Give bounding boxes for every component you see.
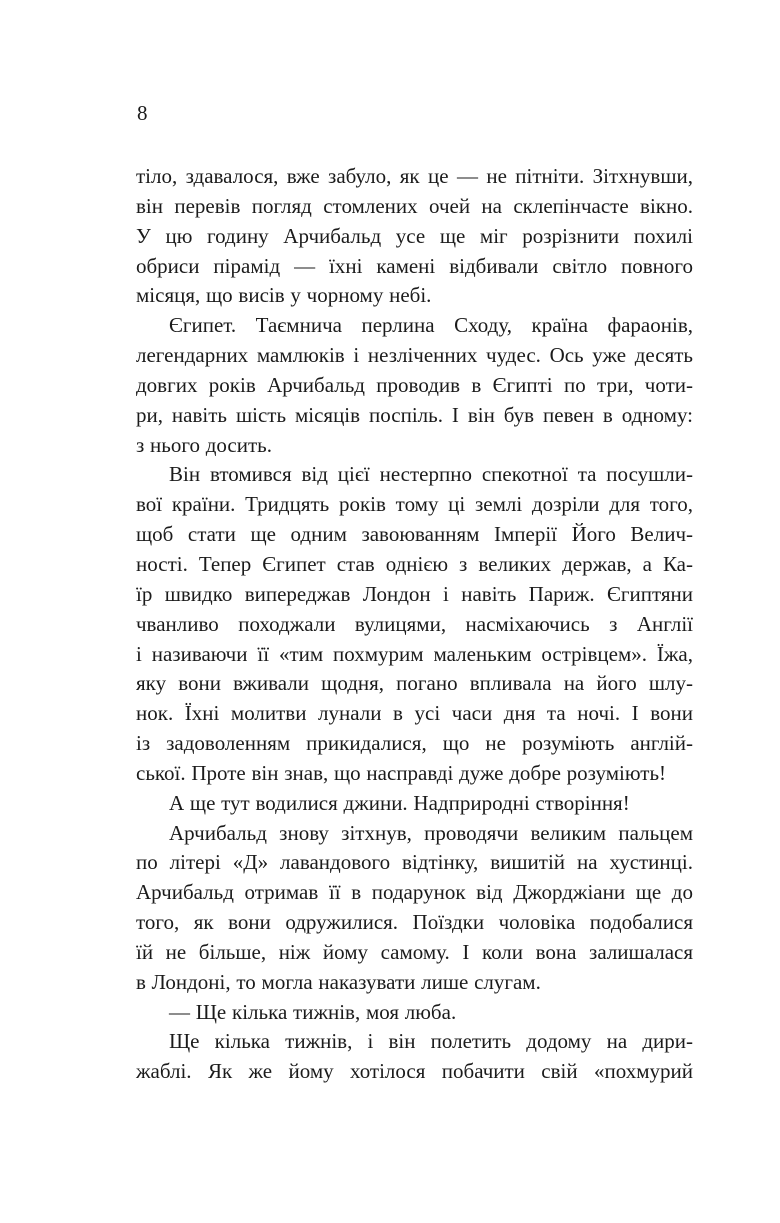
text-line: місяця, що висів у чорному небі.	[136, 283, 432, 308]
text-line: із задоволенням прикидалися, що не розуміють англій-	[136, 731, 693, 756]
text-block	[136, 162, 693, 1087]
text-line: і називаючи її «тим похмурим маленьким острівцем». Їжа,	[136, 641, 693, 666]
text-line: обриси пірамід — їхні камені відбивали світло повного	[136, 253, 693, 278]
text-line: Він втомився від цієї нестерпно спекотної та посушли-	[169, 462, 693, 487]
paragraph	[136, 998, 693, 1028]
text-line: по літері «Д» лавандового відтінку, вишитій на хустинці.	[136, 850, 693, 875]
text-line: — Ще кілька тижнів, моя люба.	[169, 999, 457, 1024]
text-line: ської. Проте він знав, що насправді дуже добре розуміють!	[136, 760, 667, 785]
paragraph	[136, 789, 693, 819]
text-line: щоб стати ще одним завоюванням Імперії Його Велич-	[136, 522, 693, 547]
text-line: ності. Тепер Єгипет став однією з великих держав, а Ка-	[136, 551, 693, 576]
text-line: У цю годину Арчибальд усе ще міг розрізнити похилі	[136, 223, 693, 248]
text-line: Арчибальд отримав її в подарунок від Джорджіани ще до	[136, 880, 693, 905]
text-line: нок. Їхні молитви лунали в усі часи дня та ночі. І вони	[136, 701, 693, 726]
text-line: того, як вони одружилися. Поїздки чоловіка подобалися	[136, 910, 693, 935]
text-line: А ще тут водилися джини. Надприродні створіння!	[169, 790, 630, 815]
text-line: вої країни. Тридцять років тому ці землі дозріли для того,	[136, 492, 693, 517]
text-line: чванливо походжали вулицями, насміхаючись з Англії	[136, 611, 693, 636]
text-line: в Лондоні, то могла наказувати лише слугам.	[136, 969, 541, 994]
text-line: довгих років Арчибальд проводив в Єгипті по три, чоти-	[136, 372, 693, 397]
text-line: ри, навіть шість місяців поспіль. І він був певен в одному:	[136, 402, 693, 427]
text-line: Ще кілька тижнів, і він полетить додому на дири-	[169, 1029, 693, 1054]
page-number: 8	[137, 101, 148, 125]
paragraph	[136, 1027, 693, 1087]
text-line: легендарних мамлюків і незліченних чудес. Ось уже десять	[136, 343, 693, 368]
text-line: їр швидко випереджав Лондон і навіть Париж. Єгиптяни	[136, 581, 693, 606]
paragraph	[136, 460, 693, 788]
paragraph	[136, 311, 693, 460]
text-line: Арчибальд знову зітхнув, проводячи великим пальцем	[169, 820, 693, 845]
paragraph	[136, 162, 693, 311]
text-line: яку вони вживали щодня, погано впливала на його шлу-	[136, 671, 693, 696]
text-line: він перевів погляд стомлених очей на склепінчасте вікно.	[136, 193, 693, 218]
text-line: Єгипет. Таємнича перлина Сходу, країна фараонів,	[169, 313, 693, 338]
text-line: їй не більше, ніж йому самому. І коли вона залишалася	[136, 939, 693, 964]
text-line: з нього досить.	[136, 432, 272, 457]
text-line: жаблі. Як же йому хотілося побачити свій «похмурий	[136, 1059, 693, 1084]
text-line: тіло, здавалося, вже забуло, як це — не пітніти. Зітхнувши,	[136, 164, 693, 188]
paragraph	[136, 819, 693, 998]
